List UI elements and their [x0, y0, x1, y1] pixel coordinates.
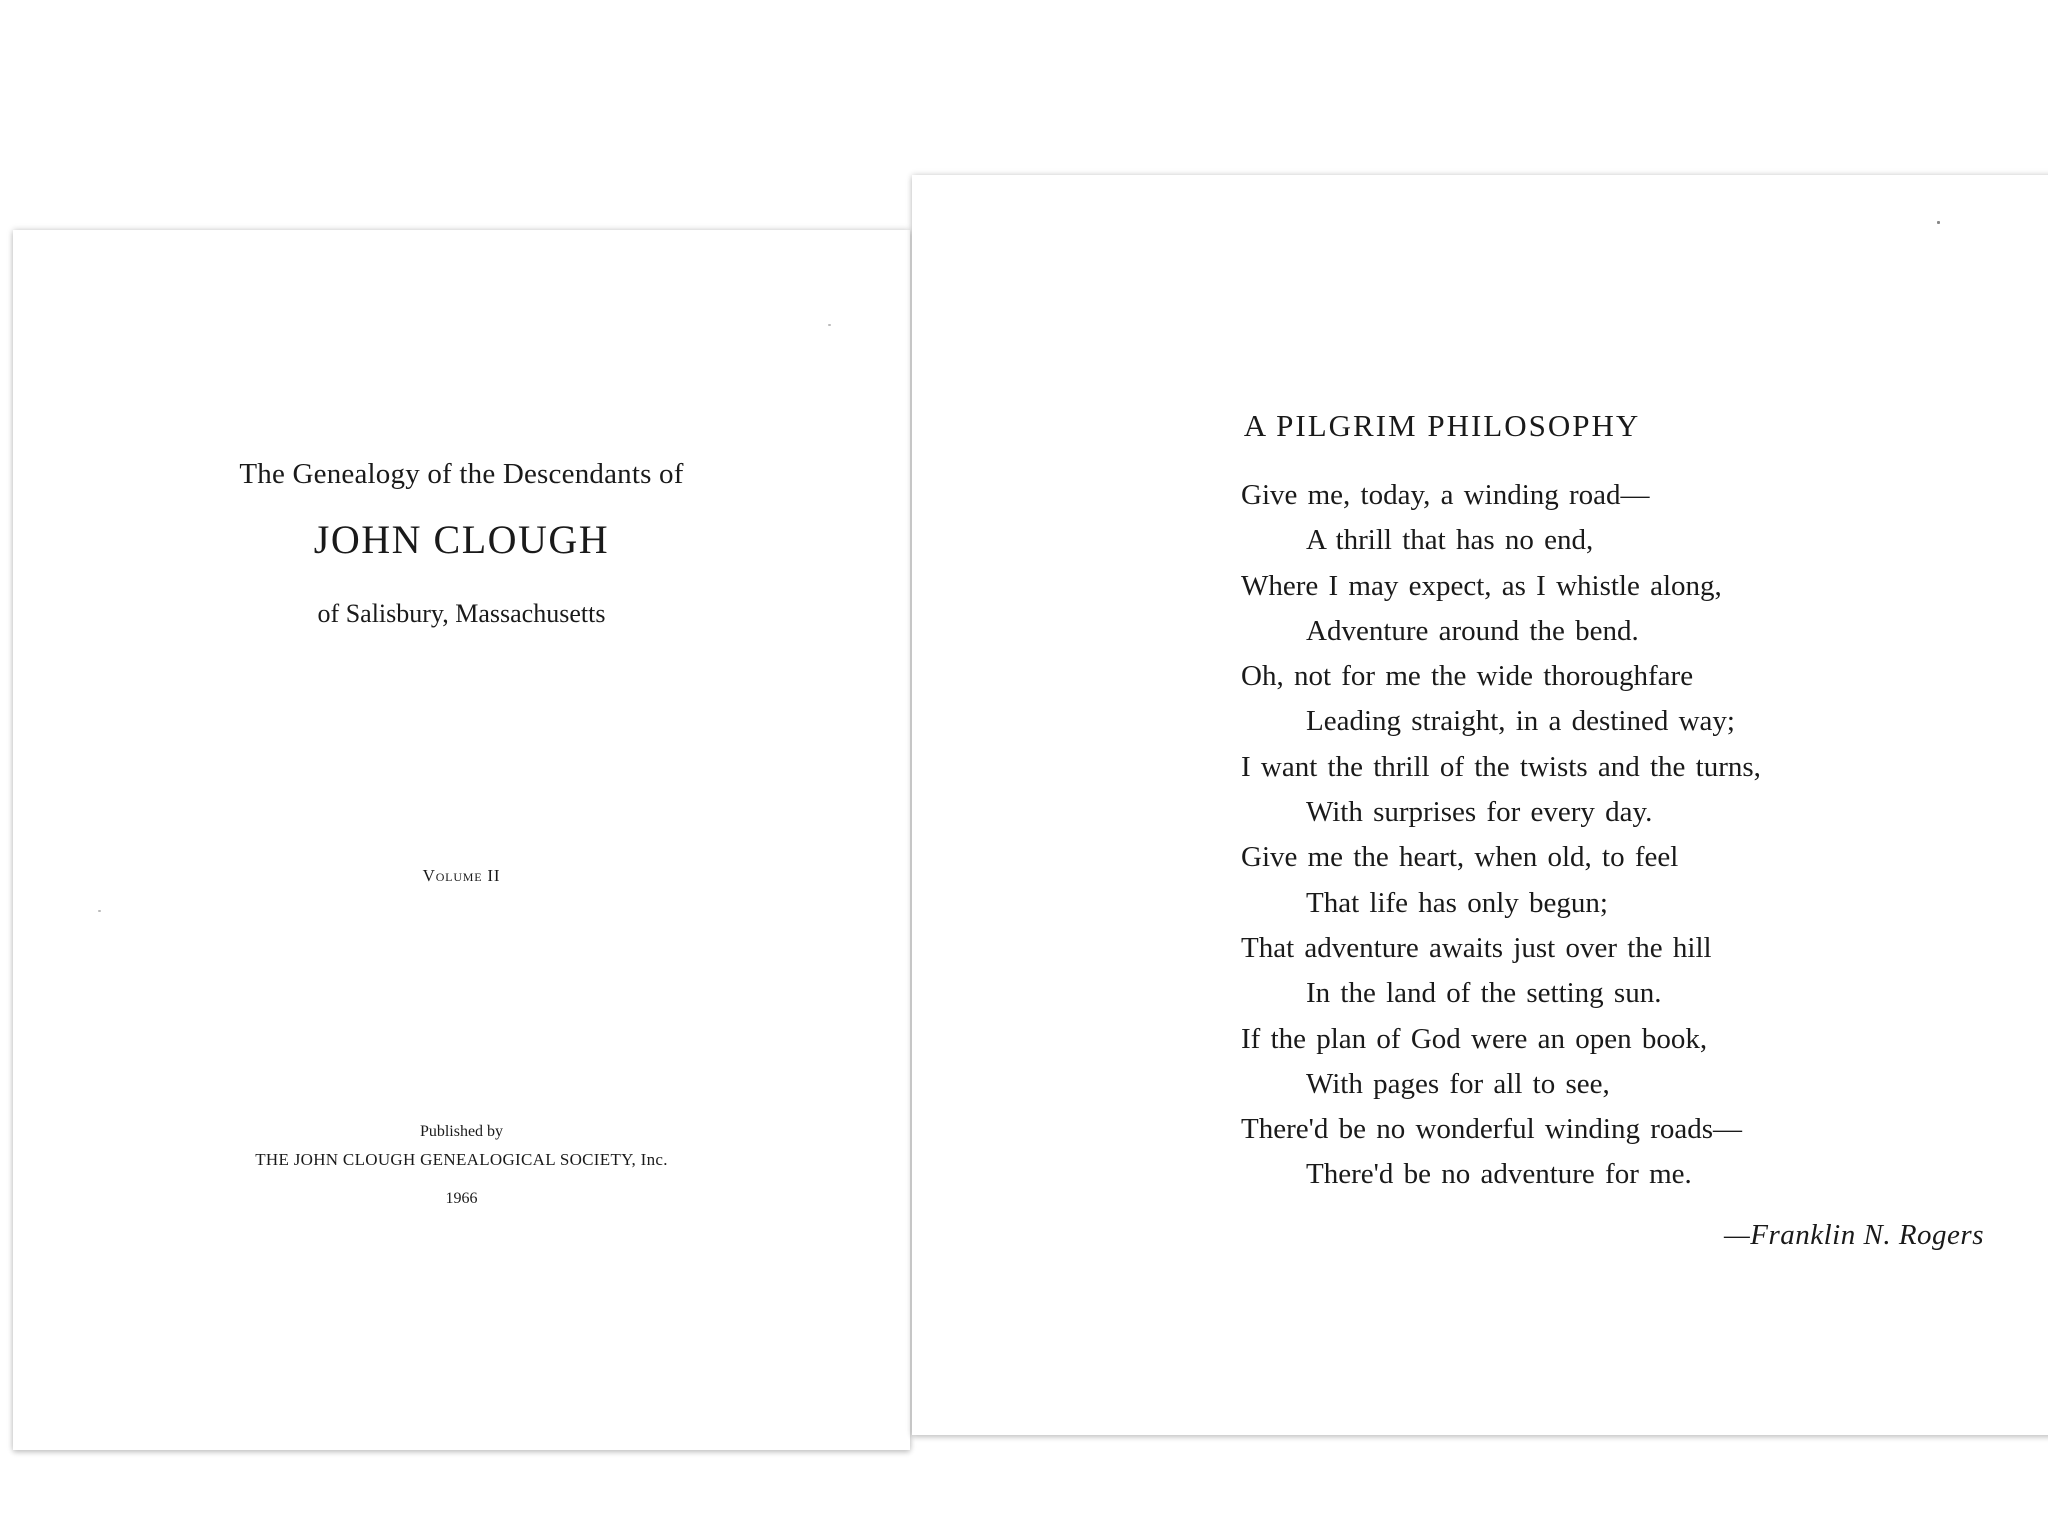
publication-year: 1966	[445, 1190, 478, 1207]
poem-line: There'd be no wonderful winding roads—	[1241, 1113, 1743, 1146]
poem-body	[1241, 473, 1761, 1198]
poem-line: Oh, not for me the wide thoroughfare	[1241, 660, 1694, 693]
poem-line: Give me the heart, when old, to feel	[1241, 841, 1679, 874]
published-by-label: Published by	[419, 1123, 504, 1140]
poem-line: That adventure awaits just over the hill	[1241, 931, 1712, 964]
paper-speck	[98, 910, 101, 912]
poem-line: If the plan of God were an open book,	[1241, 1022, 1708, 1055]
poem-title: A PILGRIM PHILOSOPHY	[1243, 408, 1641, 443]
poem-line: There'd be no adventure for me.	[1306, 1158, 1692, 1191]
book-title-name: JOHN CLOUGH	[313, 517, 610, 562]
volume-label: Volume II	[422, 866, 501, 885]
poem-line: A thrill that has no end,	[1306, 524, 1594, 557]
paper-speck	[1937, 221, 1940, 224]
poem-line: Give me, today, a winding road—	[1241, 479, 1650, 511]
poem-page	[912, 175, 2048, 1435]
genealogy-subtitle: The Genealogy of the Descendants of	[239, 458, 684, 490]
poem-line: Leading straight, in a destined way;	[1306, 705, 1735, 738]
publisher-name: THE JOHN CLOUGH GENEALOGICAL SOCIETY, Inc.	[255, 1150, 668, 1169]
poem-line: Where I may expect, as I whistle along,	[1241, 569, 1722, 602]
poem-line: In the land of the setting sun.	[1306, 977, 1662, 1010]
poem-author: —Franklin N. Rogers	[1723, 1219, 1984, 1251]
location-subtitle: of Salisbury, Massachusetts	[317, 599, 606, 628]
poem-line: With surprises for every day.	[1306, 796, 1653, 829]
title-page	[13, 230, 910, 1450]
paper-speck	[828, 324, 831, 326]
poem-line: That life has only begun;	[1306, 886, 1608, 919]
poem-line: I want the thrill of the twists and the turns,	[1241, 750, 1761, 783]
poem-line: Adventure around the bend.	[1306, 614, 1639, 647]
poem-line: With pages for all to see,	[1306, 1067, 1610, 1100]
